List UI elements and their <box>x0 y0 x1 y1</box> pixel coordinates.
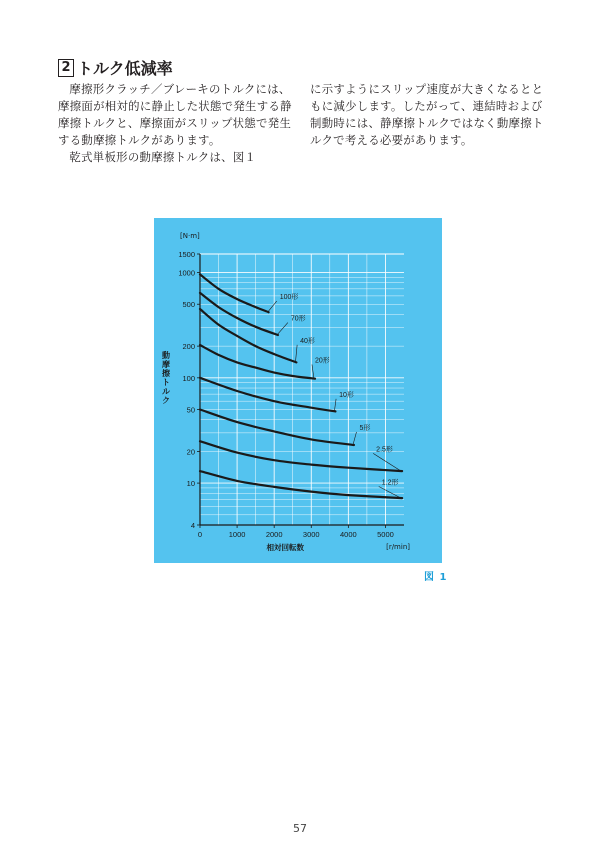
series-label: 70形 <box>290 315 306 323</box>
section-number-box: 2 <box>58 59 74 77</box>
x-tick-label: 4000 <box>340 530 357 539</box>
y-tick-label: 10 <box>186 479 195 489</box>
section-title: トルク低減率 <box>77 59 173 78</box>
figure-caption: 図 1 <box>424 572 448 583</box>
y-axis-label-char: ク <box>162 396 170 405</box>
y-axis-label-char: 動 <box>162 351 170 360</box>
section-heading <box>58 56 173 79</box>
y-tick-label: 50 <box>186 405 195 415</box>
series-label: 5形 <box>359 424 371 432</box>
x-tick-label: 5000 <box>377 530 394 539</box>
y-tick-label: 200 <box>182 342 195 352</box>
x-tick-label: 0 <box>197 530 203 539</box>
chart-background <box>154 218 442 563</box>
series-label: 20形 <box>314 357 330 365</box>
body-column-left <box>58 81 292 166</box>
x-tick-label: 3000 <box>302 530 320 539</box>
series-label: 100形 <box>279 294 299 302</box>
y-tick-label: 4 <box>190 521 195 530</box>
y-axis-label-char: 摩 <box>162 360 170 369</box>
y-unit-label: [N·m] <box>180 232 200 240</box>
page-number: 57 <box>293 822 307 835</box>
paragraph-2: 乾式単板形の動摩擦トルクは、図１ <box>69 150 257 164</box>
x-axis-label: 相対回転数 <box>266 543 305 552</box>
y-tick-label: 100 <box>182 373 195 383</box>
figure-torque-chart <box>154 218 442 563</box>
series-label: 2.5形 <box>376 446 393 454</box>
y-tick-label: 20 <box>186 447 195 457</box>
y-tick-label: 1500 <box>178 250 195 259</box>
y-tick-label: 500 <box>182 300 195 310</box>
y-axis-label-char: 擦 <box>162 369 170 378</box>
y-axis-label-char: ト <box>162 378 170 387</box>
x-tick-label: 1000 <box>228 530 246 539</box>
paragraph-2-continued: に示すようにスリップ速度が大きくなるとともに減少します。したがって、連結時および制動時には、静摩擦トルクではなく動摩擦トルクで考える必要があります。 <box>310 82 544 147</box>
body-column-right <box>310 81 546 149</box>
series-label: 10形 <box>339 391 354 399</box>
paragraph-1: 摩擦形クラッチ／ブレーキのトルクには、摩擦面が相対的に静止した状態で発生する静摩擦トルクと、摩擦面がスリップ状態で発生する動摩擦トルクがあります。 <box>58 82 292 147</box>
x-tick-label: 2000 <box>265 530 283 539</box>
y-tick-label: 1000 <box>178 268 195 278</box>
series-label: 40形 <box>300 337 315 345</box>
series-label: 1.2形 <box>381 479 399 487</box>
y-axis-label-char: ル <box>162 387 170 396</box>
chart-svg <box>154 218 442 563</box>
x-unit-label: [r/min] <box>386 543 410 551</box>
